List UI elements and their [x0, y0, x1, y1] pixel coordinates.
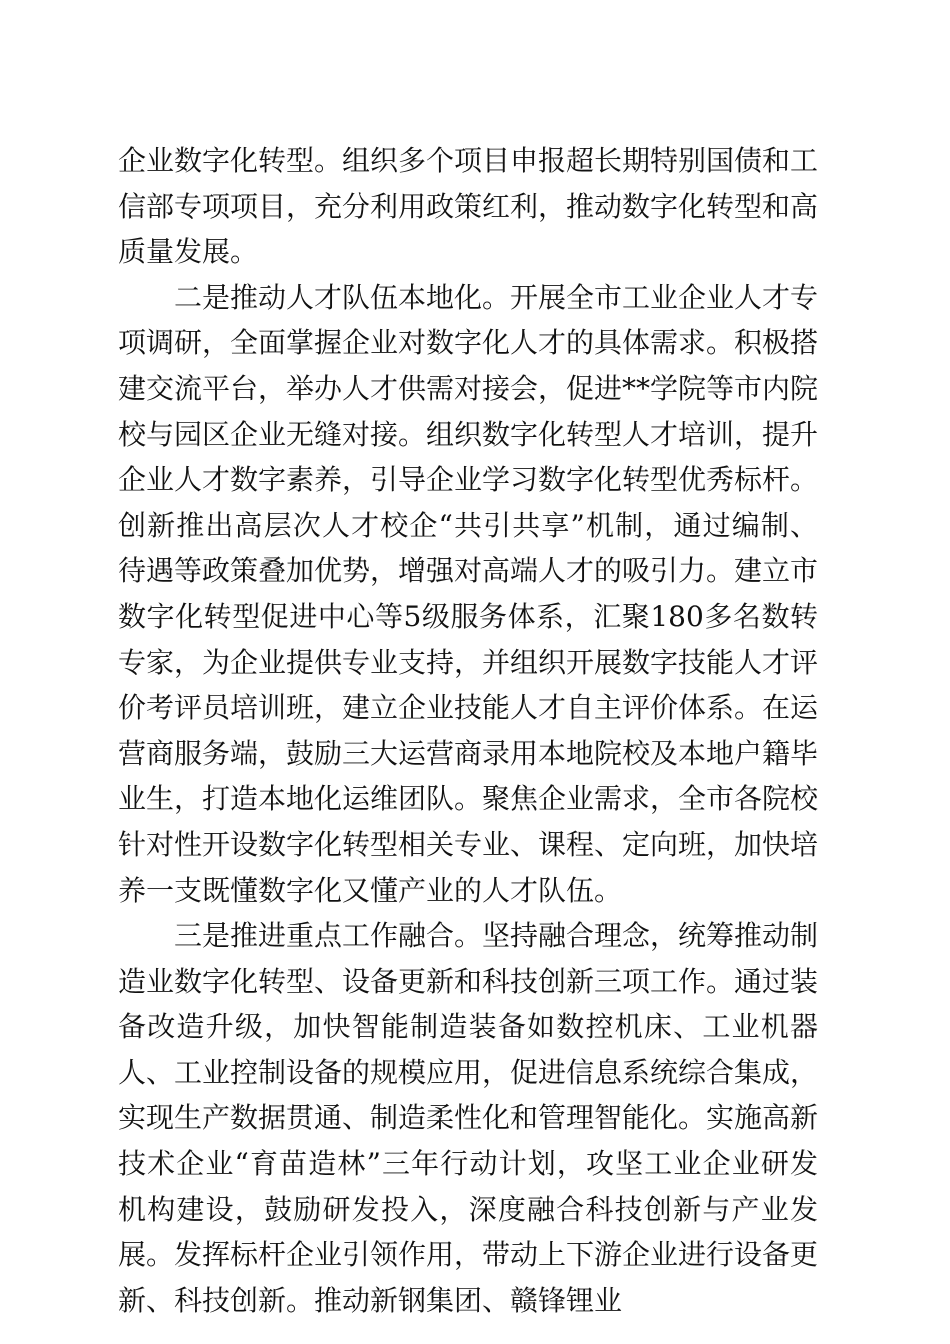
- paragraph-talent-localization: 二是推动人才队伍本地化。开展全市工业企业人才专项调研，全面掌握企业对数字化人才的具体需求。积极搭建交流平台，举办人才供需对接会，促进**学院等市内院校与园区企业无缝对接。组织数字化转型人才培训，提升企业人才数字素养，引导企业学习数字化转型优秀标杆。创新推出高层次人才校企“共引共享”机制，通过编制、待遇等政策叠加优势，增强对高端人才的吸引力。建立市数字化转型促进中心等5级服务体系，汇聚180多名数转专家，为企业提供专业支持，并组织开展数字技能人才评价考评员培训班，建立企业技能人才自主评价体系。在运营商服务端，鼓励三大运营商录用本地院校及本地户籍毕业生，打造本地化运维团队。聚焦企业需求，全市各院校针对性开设数字化转型相关专业、课程、定向班，加快培养一支既懂数字化又懂产业的人才队伍。: [118, 280, 819, 907]
- paragraph-key-work-integration: 三是推进重点工作融合。坚持融合理念，统筹推动制造业数字化转型、设备更新和科技创新三项工作。通过装备改造升级，加快智能制造装备如数控机床、工业机器人、工业控制设备的规模应用，促进信息系统综合集成，实现生产数据贯通、制造柔性化和管理智能化。实施高新技术企业“育苗造林”三年行动计划，攻坚工业企业研发机构建设，鼓励研发投入，深度融合科技创新与产业发展。发挥标杆企业引领作用，带动上下游企业进行设备更新、科技创新。推动新钢集团、赣锋锂业: [118, 919, 819, 1317]
- document-body: [118, 138, 818, 1323]
- paragraph-continuation: 企业数字化转型。组织多个项目申报超长期特别国债和工信部专项项目，充分利用政策红利，推动数字化转型和高质量发展。: [118, 144, 819, 269]
